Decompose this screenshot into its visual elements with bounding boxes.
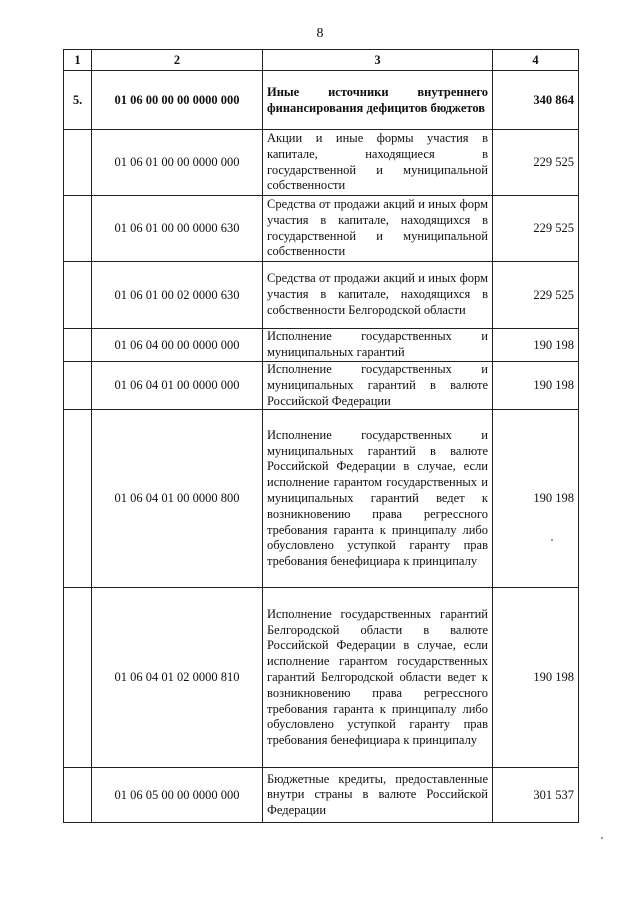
table-row xyxy=(64,768,579,823)
table-row xyxy=(64,196,579,262)
source-description: Исполнение государственных и муниципальных гарантий xyxy=(263,329,493,362)
source-description: Исполнение государственных гарантий Белгородской области в валюте Российской Федерации в случае, если исполнение гарантом государственных гарантий Белгородской области ведет к возникновению права регрессного требования гаранта к принципалу либо обусловлено уступкой гаранту прав требования бенефициара к принципалу xyxy=(263,588,493,768)
source-description: Акции и иные формы участия в капитале, находящиеся в государственной и муниципальной собственности xyxy=(263,130,493,196)
amount: 190 198 xyxy=(493,588,579,768)
budget-code: 01 06 04 01 00 0000 800 xyxy=(92,410,263,588)
scan-speck xyxy=(601,837,603,839)
row-number xyxy=(64,196,92,262)
table-header-row xyxy=(64,50,579,71)
header-col-1: 1 xyxy=(64,50,92,71)
budget-code: 01 06 01 00 02 0000 630 xyxy=(92,262,263,329)
amount: 190 198 xyxy=(493,362,579,410)
budget-code: 01 06 01 00 00 0000 630 xyxy=(92,196,263,262)
source-description: Исполнение государственных и муниципальных гарантий в валюте Российской Федерации в случае, если исполнение гарантом государственных и муниципальных гарантий ведет к возникновению права регрессного требования гаранта к принципалу либо обусловлено уступкой гаранту прав требования бенефициара к принципалу xyxy=(263,410,493,588)
source-description: Средства от продажи акций и иных форм участия в капитале, находящихся в собственности Белгородской области xyxy=(263,262,493,329)
amount: 301 537 xyxy=(493,768,579,823)
table-row xyxy=(64,588,579,768)
budget-code: 01 06 04 00 00 0000 000 xyxy=(92,329,263,362)
source-description: Средства от продажи акций и иных форм участия в капитале, находящихся в государственной и муниципальной собственности xyxy=(263,196,493,262)
row-number xyxy=(64,362,92,410)
header-col-3: 3 xyxy=(263,50,493,71)
row-number xyxy=(64,329,92,362)
amount: 190 198 xyxy=(493,410,579,588)
row-number xyxy=(64,410,92,588)
budget-code: 01 06 04 01 00 0000 000 xyxy=(92,362,263,410)
amount: 229 525 xyxy=(493,262,579,329)
table-row xyxy=(64,130,579,196)
header-col-2: 2 xyxy=(92,50,263,71)
budget-code: 01 06 00 00 00 0000 000 xyxy=(92,71,263,130)
table-row xyxy=(64,329,579,362)
source-description: Бюджетные кредиты, предоставленные внутри страны в валюте Российской Федерации xyxy=(263,768,493,823)
amount: 340 864 xyxy=(493,71,579,130)
row-number xyxy=(64,262,92,329)
source-description: Исполнение государственных и муниципальных гарантий в валюте Российской Федерации xyxy=(263,362,493,410)
table-row xyxy=(64,362,579,410)
row-number xyxy=(64,588,92,768)
row-number xyxy=(64,768,92,823)
page-number: 8 xyxy=(316,26,324,41)
table-row xyxy=(64,410,579,588)
budget-sources-table xyxy=(63,49,579,823)
budget-code: 01 06 04 01 02 0000 810 xyxy=(92,588,263,768)
source-description: Иные источники внутреннего финансирования дефицитов бюджетов xyxy=(263,71,493,130)
budget-code: 01 06 01 00 00 0000 000 xyxy=(92,130,263,196)
row-number xyxy=(64,130,92,196)
budget-code: 01 06 05 00 00 0000 000 xyxy=(92,768,263,823)
amount: 229 525 xyxy=(493,196,579,262)
table-row xyxy=(64,262,579,329)
table-row xyxy=(64,71,579,130)
amount: 190 198 xyxy=(493,329,579,362)
row-number: 5. xyxy=(64,71,92,130)
scan-speck xyxy=(551,539,553,541)
amount: 229 525 xyxy=(493,130,579,196)
header-col-4: 4 xyxy=(493,50,579,71)
